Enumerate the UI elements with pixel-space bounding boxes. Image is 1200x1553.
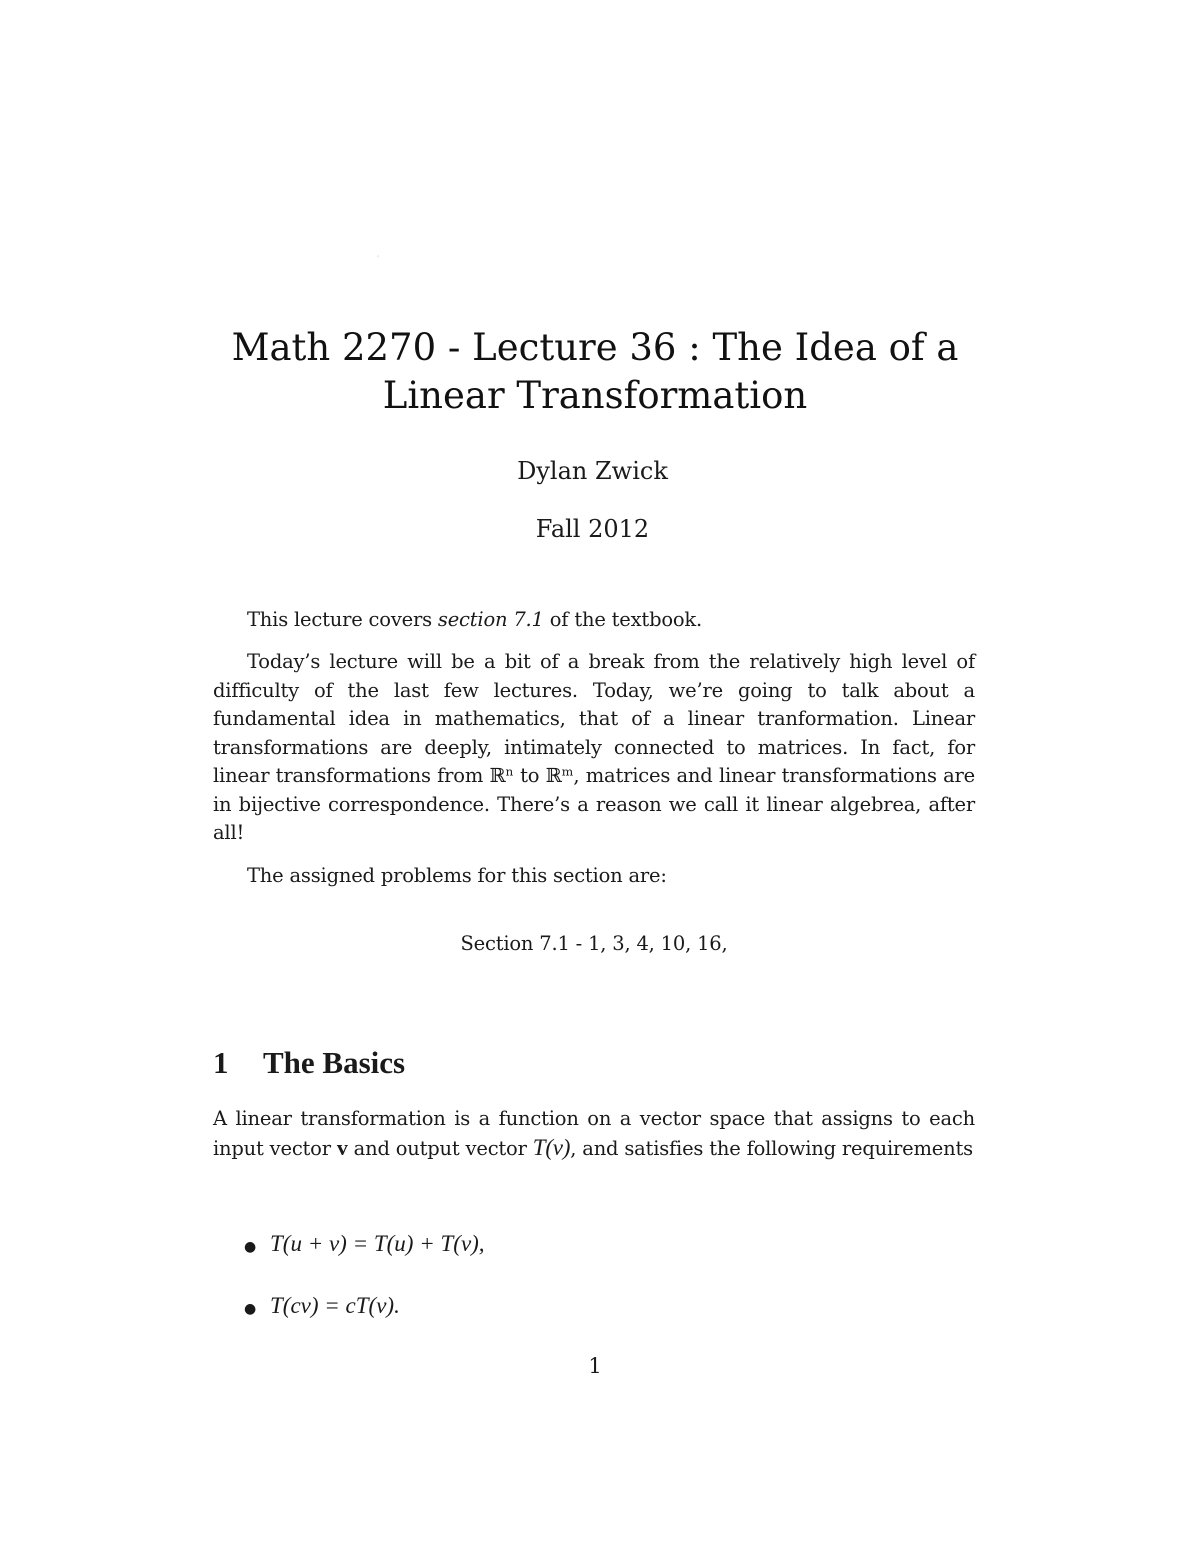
- section-heading: [213, 1043, 405, 1083]
- bullet-icon: ●: [244, 1301, 257, 1317]
- requirement-text: T(cv) = cT(v).: [270, 1293, 400, 1318]
- page-number: 1: [588, 1354, 602, 1378]
- date: Fall 2012: [535, 515, 650, 543]
- definition-part-1: A linear transformation is a function on a vector space that assigns to each input vector: [213, 1107, 975, 1160]
- requirement-homogeneity: [244, 1292, 485, 1323]
- intro-paragraph: [213, 606, 975, 635]
- show-through-text: ·: [375, 246, 382, 268]
- title-line-2: Linear Transformation: [382, 374, 808, 417]
- assigned-problems: Section 7.1 - 1, 3, 4, 10, 16,: [460, 932, 728, 955]
- section-number: 1: [213, 1045, 229, 1080]
- definition-part-3: , and satisfies the following requirements: [570, 1136, 973, 1160]
- vector-v: v: [336, 1134, 348, 1160]
- section-title: The Basics: [263, 1045, 406, 1080]
- intro-suffix: of the textbook.: [543, 608, 703, 631]
- section-reference: section 7.1: [437, 608, 544, 631]
- definition-part-2: and output vector: [347, 1136, 533, 1160]
- bullet-icon: ●: [244, 1239, 257, 1255]
- requirements-list: [244, 1230, 485, 1354]
- author: Dylan Zwick: [517, 457, 668, 485]
- title-line-1: Math 2270 - Lecture 36 : The Idea of a: [231, 326, 959, 369]
- overview-paragraph: Today’s lecture will be a bit of a break from the relatively high level of difficulty of the last few lectures. Today, we’re going to talk about a fundamental idea in mathematics, that of a linear tranformation. Linear transformations are deeply, intimately connected to matrices. In fact, for linear transformations from ℝⁿ to ℝᵐ, matrices and linear transformations are in bijective correspondence. There’s a reason we call it linear algebrea, after all!: [213, 650, 975, 844]
- requirement-additivity: [244, 1230, 485, 1261]
- lecture-title: [200, 324, 990, 420]
- intro-prefix: This lecture covers: [247, 608, 438, 631]
- assigned-intro: The assigned problems for this section are:: [247, 864, 667, 887]
- requirement-text: T(u + v) = T(u) + T(v),: [270, 1231, 485, 1256]
- output-vector: T(v): [532, 1134, 571, 1160]
- definition-paragraph: [213, 1105, 975, 1163]
